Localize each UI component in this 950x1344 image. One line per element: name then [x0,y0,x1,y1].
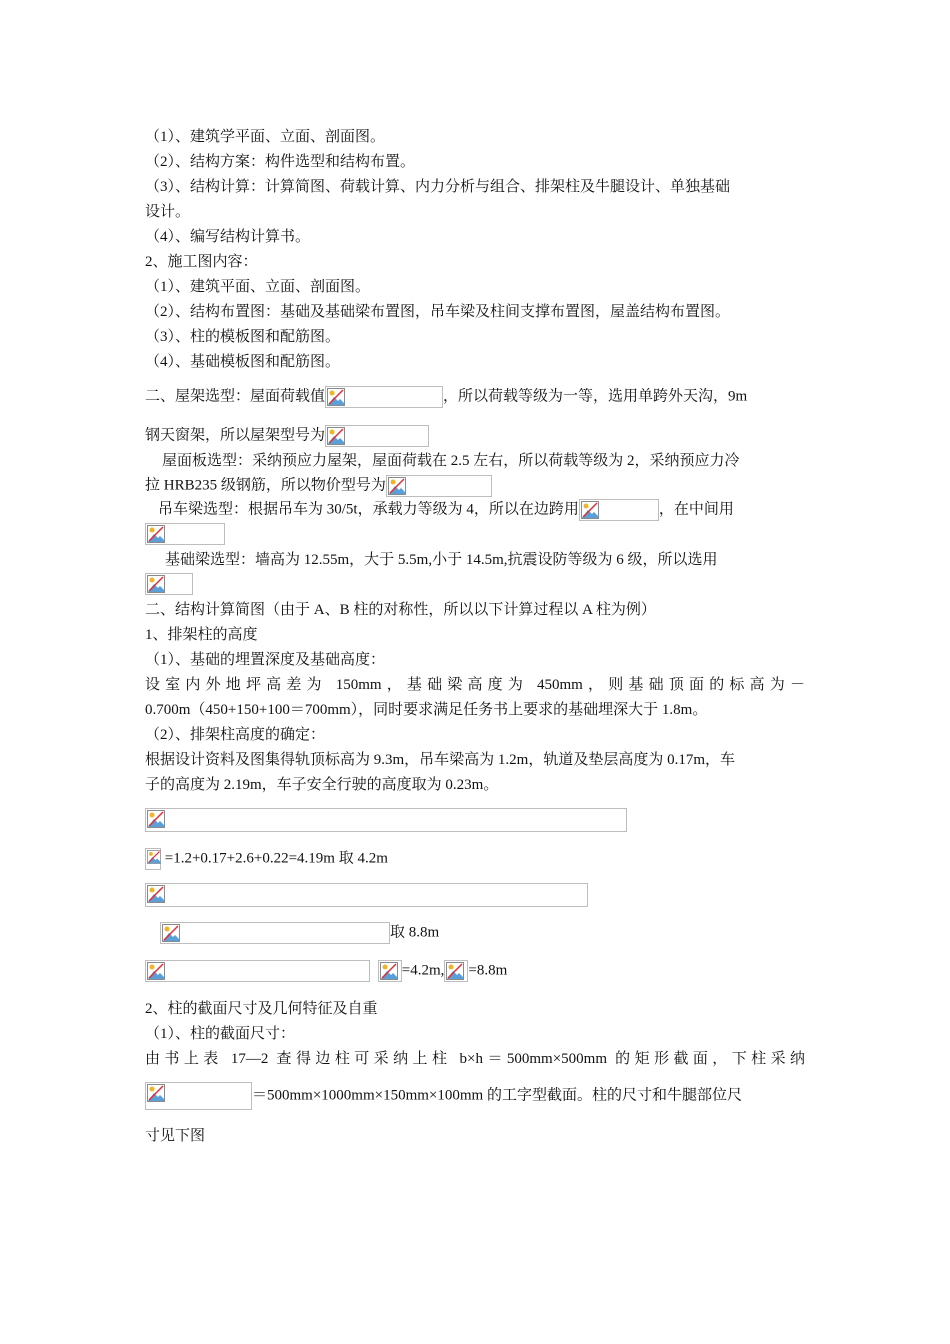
text-line: （4）、基础模板图和配筋图。 [145,354,341,370]
text-line: （2）、结构方案：构件选型和结构布置。 [145,154,416,170]
text-line [158,499,734,521]
image-line [145,573,193,595]
formula-text: =8.8m [468,962,508,979]
text-line [145,1082,742,1110]
text-line: 设室内外地坪高差为 150mm，基础梁高度为 450mm，则基础顶面的标高为－ [145,677,805,693]
text-run: 拉 HRB235 级钢筋，所以物价型号为 [145,477,386,494]
text-line: 0.700m（450+150+100＝700mm），同时要求满足任务书上要求的基础埋深大于 1.8m。 [145,702,708,718]
formula-line [145,960,507,982]
text-line: （1）、基础的埋置深度及基础高度： [145,652,386,668]
text-run: ，所以荷载等级为一等，选用单跨外天沟，9m [443,388,748,405]
broken-image-icon [145,523,225,545]
broken-image-icon [325,386,443,408]
text-line: 基础梁选型：墙高为 12.55m，大于 5.5m,小于 14.5m,抗震设防等级为 6 级，所以选用 [165,552,718,568]
text-line: （2）、结构布置图：基础及基础梁布置图，吊车梁及柱间支撑布置图，屋盖结构布置图。 [145,304,731,320]
text-line: 子的高度为 2.19m，车子安全行驶的高度取为 0.23m。 [145,777,499,793]
broken-image-icon [145,848,161,870]
text-line [145,475,492,497]
broken-image-icon [145,960,370,982]
broken-image-icon [145,1082,252,1110]
broken-image-icon [145,808,627,832]
text-line [145,425,429,447]
broken-image-icon [145,883,588,907]
text-line [145,386,747,408]
text-line: 根据设计资料及图集得轨顶标高为 9.3m，吊车梁高为 1.2m，轨道及垫层高度为 0.17m，车 [145,752,736,768]
text-run: 钢天窗架，所以屋架型号为 [145,427,326,444]
broken-image-icon [579,499,659,521]
formula-line [145,848,388,870]
text-line: 寸见下图 [145,1128,206,1144]
text-line: 由书上表 17—2 查得边柱可采纳上柱 b×h＝500mm×500mm 的矩形截面，下柱采纳 [145,1051,805,1067]
text-line: （3）、柱的模板图和配筋图。 [145,329,341,345]
formula-text: 取 8.8m [390,924,440,941]
text-line: 2、施工图内容： [145,254,258,270]
broken-image-icon [386,475,492,497]
text-line: （4）、编写结构计算书。 [145,229,311,245]
text-line: （1）、建筑平面、立面、剖面图。 [145,279,371,295]
text-run: 吊车梁选型：根据吊车为 30/5t，承载力等级为 4，所以在边跨用 [158,501,579,518]
broken-image-icon [444,960,468,982]
section-heading: 2、柱的截面尺寸及几何特征及自重 [145,1001,378,1017]
text-line: 设计。 [145,204,191,220]
image-line [145,883,588,907]
formula-text: =1.2+0.17+2.6+0.22=4.19m 取 4.2m [164,850,388,867]
broken-image-icon [145,573,193,595]
broken-image-icon [160,922,390,944]
text-run: ＝500mm×1000mm×150mm×100mm 的工字型截面。柱的尺寸和牛腿部位尺 [252,1087,742,1104]
text-run: ，在中间用 [658,501,734,518]
text-line: （3）、结构计算：计算简图、荷载计算、内力分析与组合、排架柱及牛腿设计、单独基础 [145,179,731,195]
text-line: 1、排架柱的高度 [145,627,258,643]
text-line: （2）、排架柱高度的确定： [145,727,326,743]
broken-image-icon [378,960,402,982]
image-line [145,523,225,545]
text-line: （1）、柱的截面尺寸： [145,1026,296,1042]
formula-text: =4.2m, [401,962,445,979]
formula-line [160,922,439,944]
section-heading: 二、结构计算简图（由于 A、B 柱的对称性，所以以下计算过程以 A 柱为例） [145,602,656,618]
text-line: （1）、建筑学平面、立面、剖面图。 [145,129,386,145]
broken-image-icon [325,425,429,447]
text-run: 二、屋架选型：屋面荷载值 [145,388,326,405]
image-line [145,808,627,832]
text-line: 屋面板选型：采纳预应力屋架，屋面荷载在 2.5 左右，所以荷载等级为 2，采纳预应力冷 [162,453,740,469]
